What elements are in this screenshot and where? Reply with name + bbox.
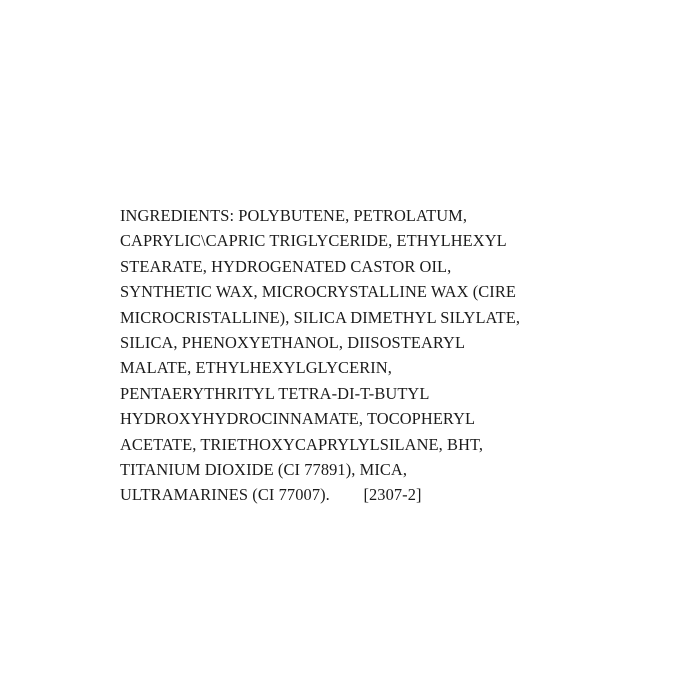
ingredients-line: HYDROXYHYDROCINNAMATE, TOCOPHERYL	[120, 409, 476, 429]
ingredients-line: CAPRYLIC\CAPRIC TRIGLYCERIDE, ETHYLHEXYL	[120, 231, 507, 251]
ingredients-line: STEARATE, HYDROGENATED CASTOR OIL,	[120, 256, 452, 276]
ingredients-text-block	[120, 203, 590, 508]
ingredients-line-with-lot-code: ULTRAMARINES (CI 77007). [2307-2]	[120, 485, 422, 505]
ingredients-line: TITANIUM DIOXIDE (CI 77891), MICA,	[120, 460, 408, 480]
ingredients-line: SYNTHETIC WAX, MICROCRYSTALLINE WAX (CIRE	[120, 282, 517, 302]
ingredients-line: MALATE, ETHYLHEXYLGLYCERIN,	[120, 358, 392, 378]
ingredients-line: PENTAERYTHRITYL TETRA-DI-T-BUTYL	[120, 383, 430, 403]
ingredients-line: MICROCRISTALLINE), SILICA DIMETHYL SILYLATE,	[120, 307, 521, 327]
ingredients-line: SILICA, PHENOXYETHANOL, DIISOSTEARYL	[120, 333, 466, 353]
ingredients-line: ACETATE, TRIETHOXYCAPRYLYLSILANE, BHT,	[120, 434, 484, 454]
ingredients-line: INGREDIENTS: POLYBUTENE, PETROLATUM,	[120, 206, 468, 225]
